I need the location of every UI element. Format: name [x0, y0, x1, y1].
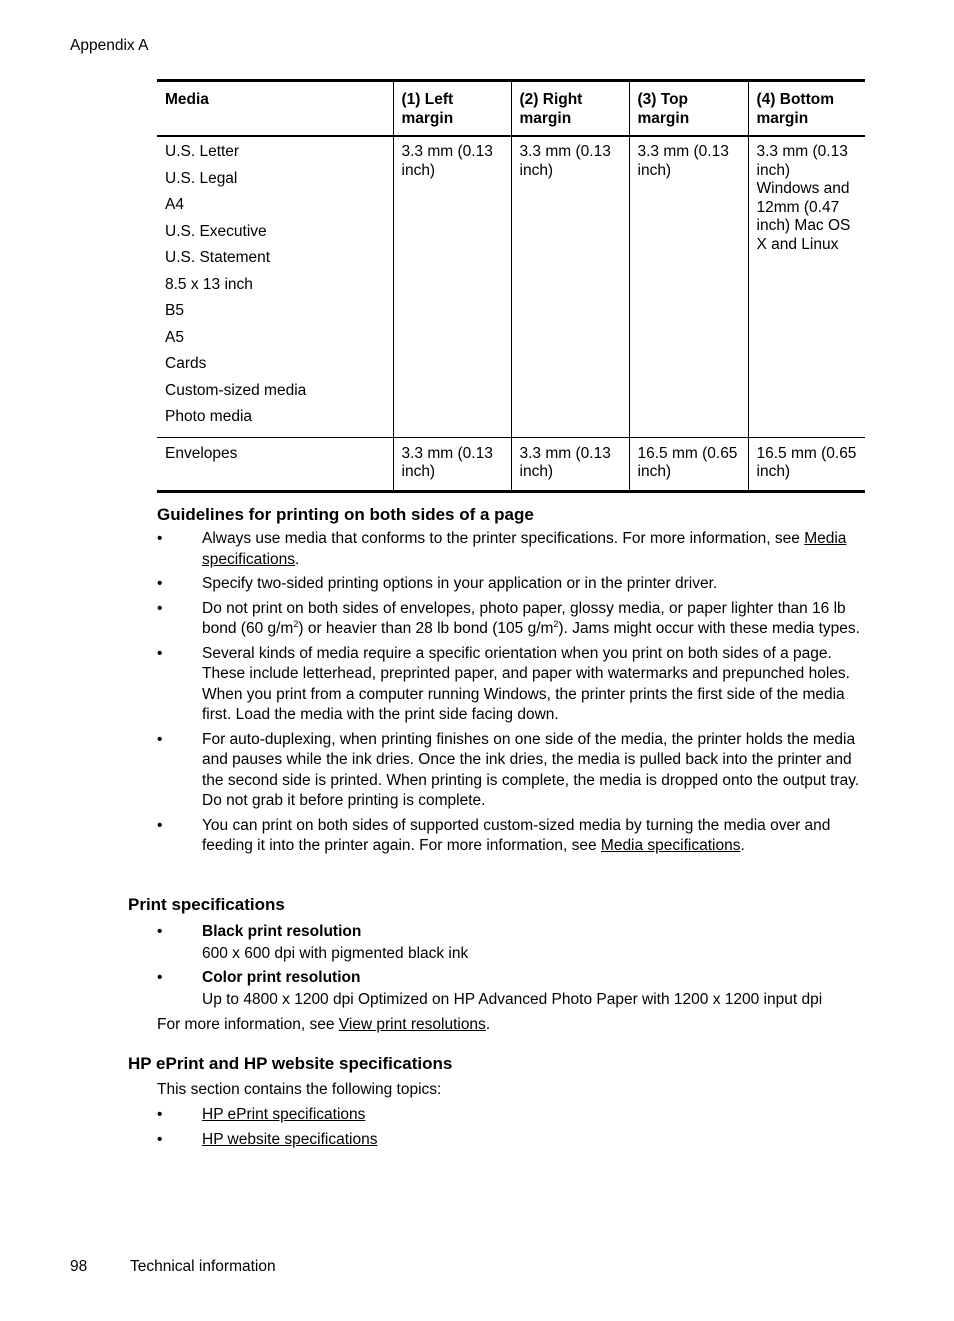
bullet-icon: •	[157, 923, 163, 940]
bullet-icon: •	[157, 575, 163, 592]
running-header: Appendix A	[70, 37, 149, 54]
hp-website-specifications-link[interactable]: HP website specifications	[202, 1130, 378, 1148]
bottom-margin-cell: 16.5 mm (0.65 inch)	[748, 437, 865, 491]
list-item: • You can print on both sides of supported custom-sized media by turning the media over and feeding it into the printer again. For more information, see Media specifications.	[157, 816, 831, 854]
media-type: U.S. Executive	[165, 222, 267, 240]
print-specifications-list	[157, 922, 869, 1014]
list-item	[157, 1105, 869, 1126]
bullet-icon: •	[157, 969, 163, 986]
media-type: U.S. Letter	[165, 143, 240, 160]
media-type: 8.5 x 13 inch	[165, 275, 253, 293]
media-margins-table	[157, 79, 865, 493]
duplex-guidelines-list	[157, 529, 869, 861]
media-list-cell	[157, 136, 393, 437]
list-item	[157, 968, 869, 1010]
media-type: Photo media	[165, 408, 253, 425]
list-item: • Always use media that conforms to the printer specifications. For more information, see Media specifications.	[157, 530, 847, 568]
column-header-bottom-margin: (4) Bottom margin	[748, 81, 865, 137]
column-header-media: Media	[165, 91, 209, 108]
media-type: Custom-sized media	[165, 381, 307, 399]
right-margin-cell: 3.3 mm (0.13 inch)	[511, 437, 629, 491]
view-print-resolutions-link[interactable]: View print resolutions	[338, 1016, 486, 1033]
footer-chapter-title: Technical information	[130, 1258, 276, 1275]
table-row	[157, 136, 865, 437]
list-item: • Do not print on both sides of envelopes, photo paper, glossy media, or paper lighter than 16 lb bond (60 $g/m^2$) or heavier than 28 lb bond (105 $g/m^2$). Jams might occur with these media types.	[157, 599, 860, 637]
hp-eprint-specifications-link[interactable]: HP ePrint specifications	[202, 1106, 366, 1123]
list-item: • Specify two-sided printing options in your application or in the printer driver.	[157, 574, 869, 595]
table-row	[157, 437, 865, 491]
table-header-row	[157, 81, 865, 137]
media-type: Cards	[165, 355, 207, 372]
list-item	[157, 922, 869, 964]
column-header-top-margin: (3) Top margin	[629, 81, 748, 137]
column-header-left-margin: (1) Left margin	[393, 81, 511, 137]
media-type: B5	[165, 302, 184, 319]
eprint-intro: This section contains the following topics:	[157, 1081, 442, 1098]
print-resolution-more-info: For more information, see View print resolutions.	[157, 1016, 491, 1033]
media-type: A4	[165, 196, 184, 213]
right-margin-cell: 3.3 mm (0.13 inch)	[511, 136, 629, 437]
bullet-icon: •	[157, 1130, 163, 1148]
eprint-topics-list	[157, 1105, 869, 1154]
list-item: • Several kinds of media require a specific orientation when you print on both sides of a page. These include letterhead, preprinted paper, and paper with watermarks and prepunched holes. When you print from a computer running Windows, the printer prints the first side of the media first. Load the media with the print side facing down.	[157, 644, 850, 723]
media-specifications-link[interactable]: Media specifications	[600, 837, 741, 854]
media-type: A5	[165, 328, 184, 346]
bullet-icon: •	[157, 816, 163, 834]
list-item: • For auto-duplexing, when printing finishes on one side of the media, the printer holds the media and pauses while the ink dries. Once the ink dries, the media is pulled back into the printer and the second side is printed. When printing is complete, the media is dropped onto the output tray. Do not grab it before printing is complete.	[157, 730, 860, 809]
left-margin-cell: 3.3 mm (0.13 inch)	[393, 437, 511, 491]
media-type: U.S. Statement	[165, 249, 271, 266]
bullet-icon: •	[157, 599, 163, 617]
print-specifications-heading: Print specifications	[128, 895, 285, 914]
bottom-margin-cell: 3.3 mm (0.13 inch) Windows and 12mm (0.47 inch) Mac OS X and Linux	[748, 136, 865, 437]
bullet-icon: •	[157, 530, 163, 547]
bullet-icon: •	[157, 644, 163, 662]
column-header-right-margin: (2) Right margin	[511, 81, 629, 137]
media-cell: Envelopes	[165, 444, 238, 462]
page-number: 98	[70, 1258, 88, 1275]
duplex-guidelines-heading: Guidelines for printing on both sides of a page	[157, 505, 534, 524]
black-resolution-value: 600 x 600 dpi with pigmented black ink	[202, 944, 469, 962]
eprint-specifications-heading: HP ePrint and HP website specifications	[128, 1054, 453, 1073]
black-resolution-title: Black print resolution	[202, 923, 362, 940]
bullet-icon: •	[157, 730, 163, 748]
top-margin-cell: 16.5 mm (0.65 inch)	[629, 437, 748, 491]
left-margin-cell: 3.3 mm (0.13 inch)	[393, 136, 511, 437]
bullet-icon: •	[157, 1106, 163, 1123]
media-specifications-link[interactable]: Media specifications	[202, 530, 847, 568]
media-type: U.S. Legal	[165, 169, 238, 187]
color-resolution-value: Up to 4800 x 1200 dpi Optimized on HP Advanced Photo Paper with 1200 x 1200 input dpi	[202, 990, 823, 1008]
color-resolution-title: Color print resolution	[202, 969, 361, 986]
list-item	[157, 1130, 869, 1151]
top-margin-cell: 3.3 mm (0.13 inch)	[629, 136, 748, 437]
